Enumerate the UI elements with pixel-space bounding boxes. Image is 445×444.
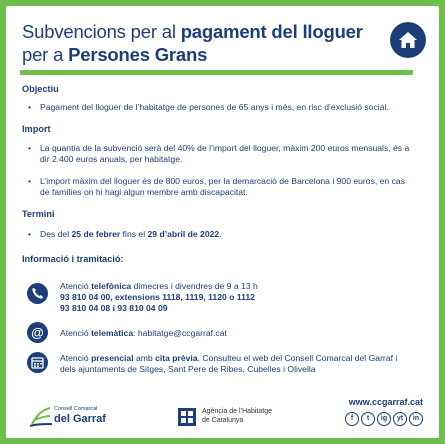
bullet: • (28, 229, 32, 239)
agencia-habitatge-logo (178, 405, 298, 431)
heading-informacio: Informació i tramitació: (22, 254, 124, 264)
divider-bar (20, 70, 413, 75)
at-icon: @ (27, 322, 48, 343)
twitter-icon[interactable]: t (361, 412, 375, 426)
house-icon (390, 22, 426, 58)
linkedin-icon[interactable]: in (409, 412, 423, 426)
logo2-line1: Agència de l’Habitatge (202, 408, 273, 415)
bullet: • (28, 102, 32, 112)
title-line1-prefix: Subvencions per al (22, 21, 181, 42)
calendar-icon (27, 352, 48, 373)
phone-icon (27, 283, 48, 304)
import-item-2 (28, 176, 416, 198)
youtube-icon[interactable]: yt (393, 412, 407, 426)
title-line1-bold: pagament del lloguer (180, 21, 363, 42)
logo1-small-text: Consell Comarcal (54, 406, 98, 412)
import-item-1 (28, 143, 416, 165)
objectiu-text: Pagament del lloguer de l’habitatge de persones de 65 anys i més, en risc d’exclusió social. (40, 102, 389, 112)
phone-contact: Atenció telefònica dimecres i divendres de 9 a 13 h 93 810 04 00, extensions 1118, 1119, 1120 o 1112 93 810 04 08 i 93 810 04 09 (60, 281, 258, 313)
logo1-big-text: del Garraf (54, 413, 106, 425)
presencial-contact: Atenció presencial amb cita prèvia. Consulteu el web del Consell Comarcal del Garraf i dels ajuntaments de Sitges, Sant Pere de Ribes, Cubelles i Olivella (60, 353, 398, 374)
title-line2-prefix: per a (22, 44, 69, 65)
heading-termini: Termini (22, 209, 55, 219)
page-title (22, 20, 363, 66)
consell-comarcal-logo (30, 398, 120, 430)
title-line2-bold: Persones Grans (68, 44, 208, 65)
objectiu-item (28, 102, 416, 113)
social-icons (345, 412, 423, 426)
import-text-2: L’import màxim del lloguer és de 800 euros, per la demarcació de Barcelona i 900 euros, en cas de famílies on hi hagi algun membre amb discapacitat. (40, 176, 405, 197)
import-text-1: La quantia de la subvenció serà del 40% de l’import del lloguer, màxim 200 euros mensuals, és a dir 2.400 euros anuals, per habitatge. (40, 143, 410, 164)
phone-numbers-2: 93 810 04 08 i 93 810 04 09 (60, 303, 168, 313)
logo2-line2: de Catalunya (202, 417, 244, 424)
facebook-icon[interactable]: f (345, 412, 359, 426)
phone-numbers-1: 93 810 04 00, extensions 1118, 1119, 1120 o 1112 (60, 292, 255, 302)
heading-objectiu: Objectiu (22, 84, 59, 94)
termini-item (28, 229, 416, 240)
heading-import: Import (22, 124, 51, 134)
bullet: • (28, 143, 32, 153)
website-link[interactable]: www.ccgarraf.cat (348, 397, 423, 407)
instagram-icon[interactable]: ig (377, 412, 391, 426)
bullet: • (28, 176, 32, 186)
email-contact: Atenció telemàtica: habitatge@ccgarraf.cat (60, 328, 227, 338)
termini-text: Des del 25 de febrer fins el 29 d’abril de 2022. (40, 229, 222, 239)
